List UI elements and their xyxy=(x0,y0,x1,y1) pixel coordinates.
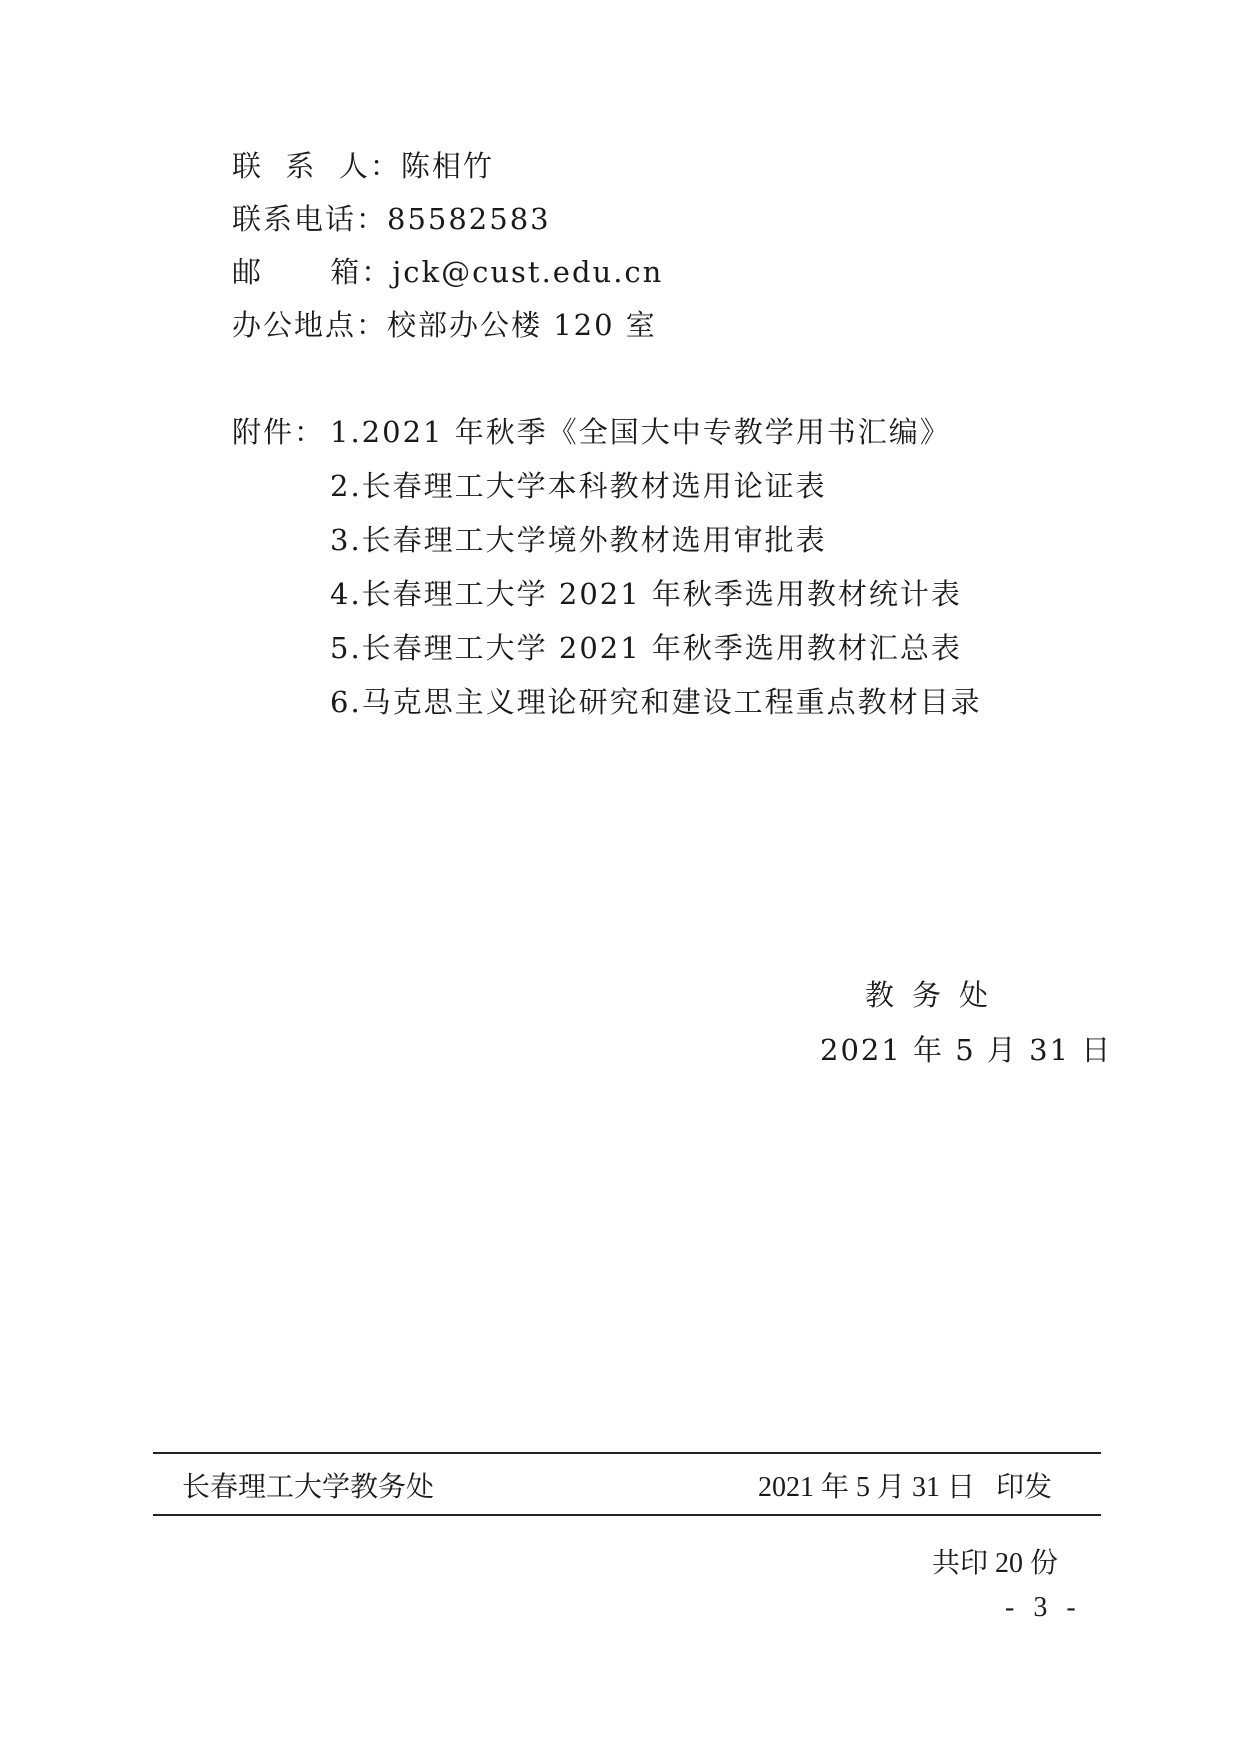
footer-issue-date: 2021 年 5 月 31 日 印发 xyxy=(758,1472,1053,1503)
attachment-item: 6.马克思主义理论研究和建设工程重点教材目录 xyxy=(330,685,982,719)
contact-office: 办公地点：校部办公楼 120 室 xyxy=(232,308,657,342)
footer-top-rule xyxy=(153,1452,1101,1454)
attachment-item: 5.长春理工大学 2021 年秋季选用教材汇总表 xyxy=(330,631,962,665)
attachment-item: 1.2021 年秋季《全国大中专教学用书汇编》 xyxy=(330,415,951,449)
attachments-heading: 附件： xyxy=(232,415,326,449)
contact-phone: 联系电话：85582583 xyxy=(232,202,551,236)
page-number: - 3 - xyxy=(1005,1592,1082,1623)
footer-copies: 共印 20 份 xyxy=(932,1548,1059,1579)
attachment-item: 3.长春理工大学境外教材选用审批表 xyxy=(330,523,827,557)
contact-email: 邮 箱：jck@cust.edu.cn xyxy=(232,255,664,289)
signature-department: 教务处 xyxy=(865,978,1007,1012)
signature-date: 2021 年 5 月 31 日 xyxy=(820,1033,1113,1067)
footer-bottom-rule xyxy=(153,1514,1101,1516)
attachment-item: 2.长春理工大学本科教材选用论证表 xyxy=(330,469,827,503)
contact-person: 联 系 人：陈相竹 xyxy=(232,149,494,183)
footer-issuer: 长春理工大学教务处 xyxy=(182,1472,435,1503)
attachment-item: 4.长春理工大学 2021 年秋季选用教材统计表 xyxy=(330,577,962,611)
